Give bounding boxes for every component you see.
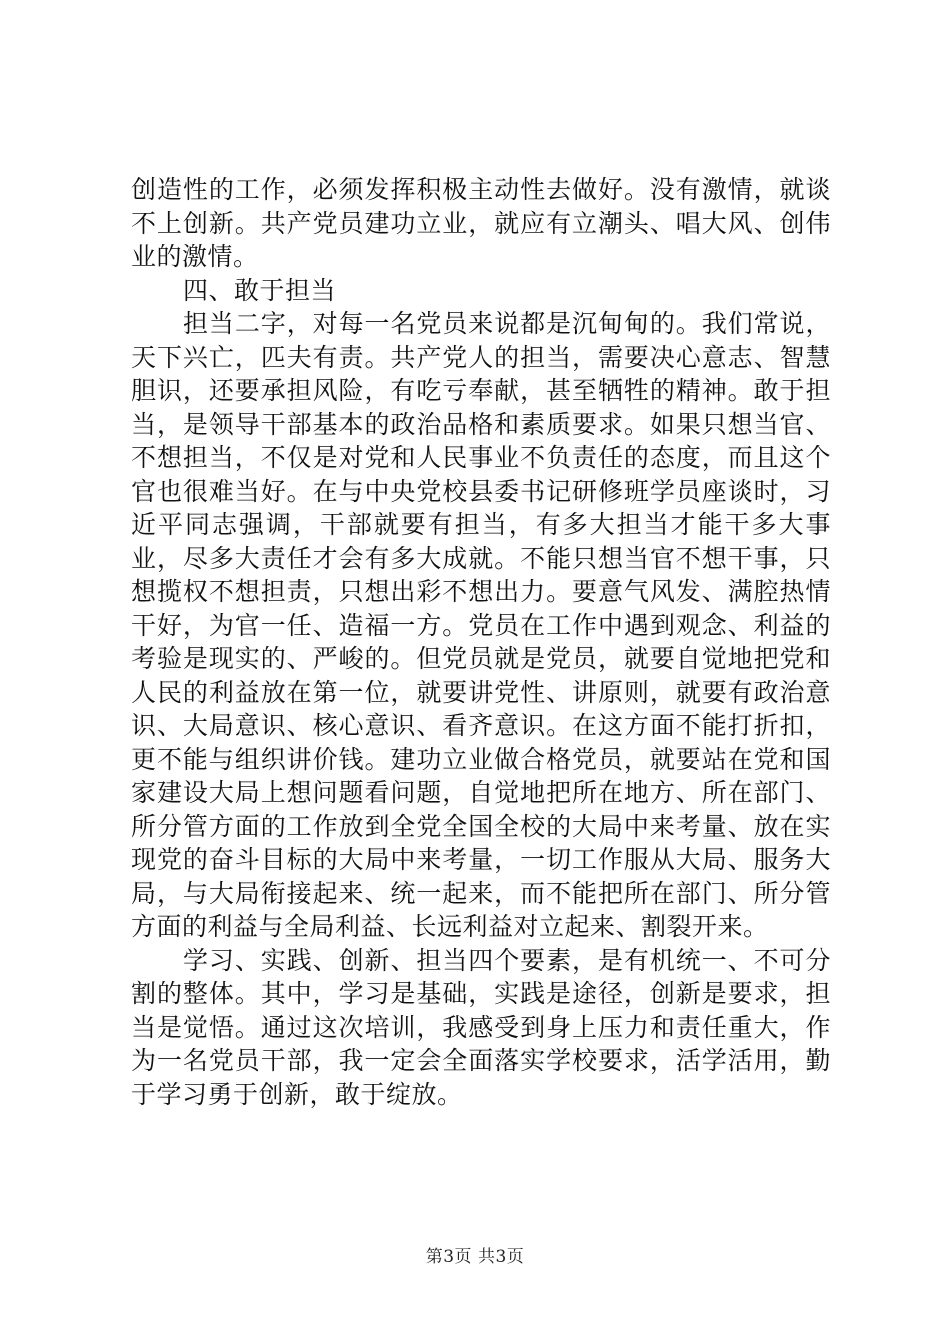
paragraph-1: 创造性的工作，必须发挥积极主动性去做好。没有激情，就谈不上创新。共产党员建功立业，就应有立潮头、唱大风、创伟业的激情。 [131, 175, 831, 271]
paragraph-4: 学习、实践、创新、担当四个要素，是有机统一、不可分割的整体。其中，学习是基础，实践是途径，创新是要求，担当是觉悟。通过这次培训，我感受到身上压力和责任重大，作为一名党员干部，我一定会全面落实学校要求，活学活用，勤于学习勇于创新，敢于绽放。 [131, 945, 831, 1109]
section-heading: 四、敢于担当 [183, 275, 337, 305]
paragraph-3: 担当二字，对每一名党员来说都是沉甸甸的。我们常说，天下兴亡，匹夫有责。共产党人的担当，需要决心意志、智慧胆识，还要承担风险，有吃亏奉献，甚至牺牲的精神。敢于担当，是领导干部基本的政治品格和素质要求。如果只想当官、不想担当，不仅是对党和人民事业不负责任的态度，而且这个官也很难当好。在与中央党校县委书记研修班学员座谈时，习近平同志强调，干部就要有担当，有多大担当才能干多大事业，尽多大责任才会有多大成就。不能只想当官不想干事，只想揽权不想担责，只想出彩不想出力。要意气风发、满腔热情干好，为官一任、造福一方。党员在工作中遇到观念、利益的考验是现实的、严峻的。但党员就是党员，就要自觉地把党和人民的利益放在第一位，就要讲党性、讲原则，就要有政治意识、大局意识、核心意识、看齐意识。在这方面不能打折扣，更不能与组织讲价钱。建功立业做合格党员，就要站在党和国家建设大局上想问题看问题，自觉地把所在地方、所在部门、所分管方面的工作放到全党全国全校的大局中来考量、放在实现党的奋斗目标的大局中来考量，一切工作服从大局、服务大局，与大局衔接起来、统一起来，而不能把所在部门、所分管方面的利益与全局利益、长远利益对立起来、割裂开来。 [131, 309, 831, 941]
document-body [131, 173, 831, 1111]
page-footer: 第3页 共3页 [425, 1247, 525, 1267]
